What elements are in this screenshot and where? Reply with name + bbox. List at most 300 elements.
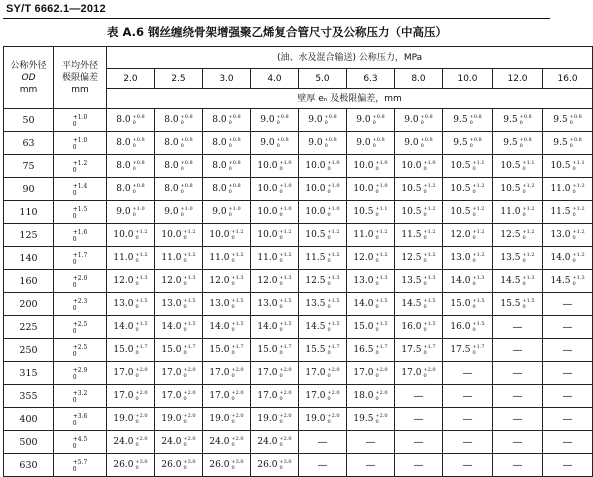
thickness-tolerance — [135, 413, 147, 425]
thickness-value — [305, 390, 339, 402]
wall-thickness: 14.0 — [353, 299, 374, 309]
thickness-tolerance-upper: +1.5 — [135, 298, 148, 304]
thickness-cell — [543, 270, 593, 293]
thickness-tolerance-upper: +0.8 — [228, 114, 241, 120]
thickness-tolerance — [135, 229, 147, 241]
thickness-tolerance-lower: 0 — [180, 212, 184, 218]
od-tolerance-lower: 0 — [72, 121, 77, 128]
thickness-cell — [299, 155, 347, 178]
thickness-cell — [395, 224, 443, 247]
not-applicable-mark: — — [462, 459, 473, 471]
od-tolerance-upper: +1.5 — [72, 206, 88, 213]
thickness-tolerance-upper: +0.8 — [372, 114, 385, 120]
thickness-tolerance-upper: +1.5 — [183, 298, 196, 304]
thickness-value — [161, 252, 195, 264]
thickness-value — [257, 252, 291, 264]
thickness-cell — [251, 109, 299, 132]
thickness-cell — [251, 293, 299, 316]
thickness-tolerance-lower: 0 — [183, 442, 187, 448]
thickness-cell — [493, 155, 543, 178]
not-applicable-mark: — — [512, 413, 523, 425]
table-row — [4, 408, 593, 431]
thickness-tolerance-lower: 0 — [279, 258, 283, 264]
thickness-tolerance — [327, 367, 339, 379]
thickness-value — [113, 344, 147, 356]
thickness-value — [161, 229, 195, 241]
thickness-tolerance-upper: +0.8 — [228, 137, 241, 143]
thickness-value — [209, 459, 243, 471]
od-tolerance-upper: +1.6 — [72, 229, 88, 236]
od-tolerance — [73, 321, 88, 335]
thickness-cell — [107, 362, 155, 385]
thickness-tolerance — [375, 298, 387, 310]
thickness-tolerance — [279, 413, 291, 425]
thickness-value — [305, 229, 339, 241]
thickness-value — [401, 206, 435, 218]
thickness-tolerance-upper: +1.5 — [327, 321, 340, 327]
thickness-tolerance-lower: 0 — [231, 350, 235, 356]
thickness-tolerance-lower: 0 — [132, 143, 136, 149]
od-tolerance-lower: 0 — [72, 282, 77, 289]
thickness-tolerance-lower: 0 — [231, 327, 235, 333]
thickness-cell — [251, 132, 299, 155]
thickness-value — [401, 367, 435, 379]
od-tolerance — [73, 275, 88, 289]
thickness-cell — [155, 316, 203, 339]
wall-thickness: 11.5 — [550, 207, 571, 217]
wall-thickness: 10.5 — [305, 230, 326, 240]
thickness-tolerance-lower: 0 — [135, 465, 139, 471]
table-row — [4, 109, 593, 132]
thickness-value — [450, 183, 484, 195]
od-cell: 225 — [4, 316, 54, 339]
thickness-tolerance-lower: 0 — [279, 350, 283, 356]
od-tolerance — [73, 344, 88, 358]
wall-thickness: 15.5 — [305, 345, 326, 355]
wall-thickness: 15.0 — [257, 345, 278, 355]
thickness-value — [450, 160, 484, 172]
thickness-tolerance-upper: +1.0 — [327, 183, 340, 189]
od-tolerance-lower: 0 — [72, 213, 77, 220]
thickness-cell — [251, 362, 299, 385]
thickness-value — [209, 413, 243, 425]
thickness-tolerance-upper: +0.8 — [228, 183, 241, 189]
thickness-tolerance-lower: 0 — [327, 258, 331, 264]
thickness-tolerance — [183, 298, 195, 310]
thickness-tolerance — [231, 344, 243, 356]
thickness-value — [209, 367, 243, 379]
not-applicable-mark: — — [512, 344, 523, 356]
thickness-cell — [347, 431, 395, 454]
od-cell: 315 — [4, 362, 54, 385]
thickness-value — [212, 206, 240, 218]
thickness-tolerance-upper: +1.2 — [572, 229, 585, 235]
pressure-header-cell: 8.0 — [395, 69, 443, 89]
thickness-tolerance — [375, 321, 387, 333]
thickness-tolerance — [231, 413, 243, 425]
thickness-tolerance-lower: 0 — [375, 281, 379, 287]
thickness-tolerance — [183, 275, 195, 287]
thickness-value — [113, 459, 147, 471]
thickness-tolerance-lower: 0 — [375, 189, 379, 195]
not-applicable-mark: — — [413, 390, 424, 402]
od-tolerance — [73, 114, 88, 128]
wall-thickness: 17.0 — [353, 368, 374, 378]
thickness-tolerance-upper: +1.0 — [228, 206, 241, 212]
thickness-value — [550, 206, 584, 218]
thickness-cell — [395, 339, 443, 362]
not-applicable-mark: — — [562, 390, 573, 402]
thickness-tolerance-lower: 0 — [228, 189, 232, 195]
thickness-cell — [251, 431, 299, 454]
thickness-tolerance-lower: 0 — [327, 350, 331, 356]
thickness-tolerance-upper: +1.5 — [135, 321, 148, 327]
thickness-value — [305, 367, 339, 379]
mean-od-tolerance-cell — [54, 408, 107, 431]
wall-thickness: 9.0 — [356, 115, 371, 125]
thickness-value — [209, 390, 243, 402]
wall-thickness: 9.0 — [404, 138, 419, 148]
od-tolerance-upper: +2.5 — [72, 344, 88, 351]
thickness-value — [404, 137, 432, 149]
thickness-tolerance-upper: +1.2 — [423, 229, 436, 235]
od-tolerance-upper: +5.7 — [72, 459, 88, 466]
thickness-tolerance-lower: 0 — [420, 143, 424, 149]
thickness-cell — [543, 201, 593, 224]
thickness-cell — [155, 385, 203, 408]
thickness-tolerance-lower: 0 — [375, 419, 379, 425]
wall-thickness: 10.5 — [550, 161, 571, 171]
thickness-tolerance-upper: +1.1 — [375, 206, 388, 212]
thickness-tolerance-upper: +2.0 — [135, 436, 148, 442]
wall-thickness: 19.0 — [161, 414, 182, 424]
wall-thickness: 17.0 — [161, 391, 182, 401]
thickness-cell — [347, 224, 395, 247]
thickness-tolerance-lower: 0 — [327, 396, 331, 402]
thickness-tolerance-lower: 0 — [279, 327, 283, 333]
thickness-cell — [203, 155, 251, 178]
wall-thickness: 11.0 — [500, 207, 521, 217]
thickness-value — [305, 321, 339, 333]
od-tolerance-upper: +1.4 — [72, 183, 88, 190]
thickness-value — [164, 206, 192, 218]
thickness-value — [453, 137, 481, 149]
thickness-tolerance-lower: 0 — [279, 419, 283, 425]
thickness-cell — [493, 178, 543, 201]
thickness-tolerance — [472, 275, 484, 287]
thickness-tolerance — [327, 413, 339, 425]
thickness-cell — [395, 293, 443, 316]
thickness-value — [116, 206, 144, 218]
thickness-tolerance-upper: +1.5 — [231, 321, 244, 327]
thickness-cell — [203, 270, 251, 293]
thickness-value — [450, 206, 484, 218]
wall-thickness: 14.0 — [257, 322, 278, 332]
thickness-cell — [107, 431, 155, 454]
thickness-cell — [493, 362, 543, 385]
thickness-tolerance-lower: 0 — [183, 396, 187, 402]
thickness-tolerance — [327, 390, 339, 402]
thickness-tolerance — [279, 321, 291, 333]
thickness-value — [305, 413, 339, 425]
not-applicable-mark: — — [413, 459, 424, 471]
wall-thickness: 18.0 — [353, 391, 374, 401]
thickness-tolerance — [472, 160, 484, 172]
od-cell: 110 — [4, 201, 54, 224]
thickness-value — [550, 229, 584, 241]
thickness-tolerance-lower: 0 — [522, 166, 526, 172]
wall-thickness: 12.5 — [500, 230, 521, 240]
wall-thickness: 13.0 — [257, 299, 278, 309]
thickness-tolerance — [570, 137, 582, 149]
thickness-tolerance — [279, 390, 291, 402]
thickness-tolerance-upper: +2.0 — [327, 367, 340, 373]
thickness-tolerance — [133, 206, 145, 218]
od-cell: 63 — [4, 132, 54, 155]
thickness-cell — [493, 224, 543, 247]
od-tolerance — [73, 298, 88, 312]
mean-od-tolerance-cell — [54, 454, 107, 477]
thickness-cell — [299, 362, 347, 385]
wall-thickness: 8.0 — [116, 138, 131, 148]
thickness-tolerance-lower: 0 — [522, 281, 526, 287]
thickness-value — [260, 137, 288, 149]
thickness-value — [503, 137, 531, 149]
thickness-tolerance — [181, 206, 193, 218]
wall-thickness: 14.0 — [209, 322, 230, 332]
od-tolerance — [73, 137, 88, 151]
thickness-value — [212, 137, 240, 149]
thickness-cell — [155, 224, 203, 247]
mean-od-tolerance-cell — [54, 270, 107, 293]
thickness-tolerance-lower: 0 — [228, 120, 232, 126]
thickness-tolerance-upper: +1.5 — [231, 298, 244, 304]
thickness-cell — [443, 132, 493, 155]
thickness-tolerance-lower: 0 — [327, 304, 331, 310]
thickness-tolerance-upper: +0.8 — [324, 114, 337, 120]
thickness-tolerance-lower: 0 — [231, 396, 235, 402]
thickness-cell — [299, 454, 347, 477]
pressure-header-cell: 2.0 — [107, 69, 155, 89]
wall-thickness: 8.0 — [164, 161, 179, 171]
thickness-tolerance — [135, 344, 147, 356]
thickness-tolerance — [423, 298, 435, 310]
thickness-cell — [395, 431, 443, 454]
thickness-tolerance-upper: +1.0 — [375, 183, 388, 189]
thickness-cell — [107, 201, 155, 224]
thickness-tolerance-lower: 0 — [135, 350, 139, 356]
mean-od-tolerance-cell — [54, 155, 107, 178]
od-tolerance — [73, 206, 88, 220]
thickness-tolerance — [231, 298, 243, 310]
thickness-tolerance — [279, 436, 291, 448]
wall-thickness: 11.5 — [401, 230, 422, 240]
thickness-value — [353, 183, 387, 195]
od-cell: 630 — [4, 454, 54, 477]
thickness-cell — [543, 293, 593, 316]
thickness-tolerance — [423, 206, 435, 218]
od-tolerance-lower: 0 — [72, 259, 77, 266]
thickness-cell — [155, 270, 203, 293]
wall-thickness: 13.0 — [113, 299, 134, 309]
od-header-symbol: OD — [21, 72, 36, 83]
thickness-value — [553, 137, 581, 149]
thickness-tolerance — [375, 413, 387, 425]
thickness-cell — [299, 385, 347, 408]
od-tolerance-lower: 0 — [72, 236, 77, 243]
thickness-tolerance-lower: 0 — [327, 166, 331, 172]
thickness-value — [353, 252, 387, 264]
thickness-value — [353, 413, 387, 425]
thickness-tolerance-lower: 0 — [572, 189, 576, 195]
thickness-tolerance-lower: 0 — [276, 143, 280, 149]
thickness-tolerance-upper: +1.2 — [183, 229, 196, 235]
thickness-tolerance-upper: +1.3 — [423, 275, 436, 281]
thickness-cell — [395, 201, 443, 224]
thickness-tolerance-upper: +0.8 — [519, 114, 532, 120]
wall-thickness: 10.5 — [450, 207, 471, 217]
thickness-cell — [347, 454, 395, 477]
thickness-tolerance-lower: 0 — [183, 304, 187, 310]
thickness-value — [116, 137, 144, 149]
od-cell: 355 — [4, 385, 54, 408]
thickness-tolerance-lower: 0 — [279, 166, 283, 172]
pressure-header-cell: 2.5 — [155, 69, 203, 89]
wall-thickness: 19.0 — [257, 414, 278, 424]
od-tolerance — [73, 229, 88, 243]
thickness-tolerance-lower: 0 — [228, 143, 232, 149]
not-applicable-mark: — — [462, 436, 473, 448]
thickness-value — [212, 160, 240, 172]
thickness-tolerance-lower: 0 — [228, 212, 232, 218]
thickness-tolerance-upper: +0.8 — [180, 160, 193, 166]
thickness-tolerance-upper: +1.0 — [132, 206, 145, 212]
thickness-tolerance-upper: +2.0 — [231, 413, 244, 419]
thickness-cell — [395, 109, 443, 132]
thickness-cell — [347, 339, 395, 362]
thickness-cell — [251, 224, 299, 247]
thickness-tolerance-lower: 0 — [423, 258, 427, 264]
mean-od-tolerance-cell — [54, 431, 107, 454]
thickness-cell — [395, 247, 443, 270]
wall-thickness: 10.5 — [353, 207, 374, 217]
not-applicable-mark: — — [462, 413, 473, 425]
thickness-cell — [251, 178, 299, 201]
thickness-value — [116, 183, 144, 195]
thickness-value — [161, 367, 195, 379]
thickness-tolerance — [277, 137, 289, 149]
thickness-tolerance-lower: 0 — [135, 442, 139, 448]
thickness-cell — [347, 316, 395, 339]
thickness-tolerance — [375, 275, 387, 287]
thickness-tolerance-lower: 0 — [135, 281, 139, 287]
thickness-value — [257, 413, 291, 425]
thickness-value — [209, 252, 243, 264]
wall-thickness: 9.5 — [503, 138, 518, 148]
thickness-tolerance-lower: 0 — [375, 373, 379, 379]
thickness-value — [450, 229, 484, 241]
wall-thickness: 9.0 — [404, 115, 419, 125]
thickness-tolerance-lower: 0 — [375, 212, 379, 218]
wall-thickness: 12.0 — [257, 276, 278, 286]
wall-thickness: 10.0 — [113, 230, 134, 240]
thickness-tolerance-lower: 0 — [472, 212, 476, 218]
table-row — [4, 224, 593, 247]
wall-thickness: 10.0 — [257, 184, 278, 194]
thickness-value — [113, 298, 147, 310]
thickness-value — [113, 321, 147, 333]
thickness-cell — [443, 270, 493, 293]
thickness-tolerance-upper: +3.0 — [135, 459, 148, 465]
pressure-header-cell: 6.3 — [347, 69, 395, 89]
thickness-cell — [203, 454, 251, 477]
thickness-tolerance-lower: 0 — [180, 166, 184, 172]
thickness-tolerance — [277, 114, 289, 126]
thickness-tolerance — [522, 298, 534, 310]
thickness-tolerance-upper: +1.5 — [423, 321, 436, 327]
table-row — [4, 132, 593, 155]
thickness-cell — [543, 178, 593, 201]
thickness-tolerance — [522, 229, 534, 241]
thickness-value — [209, 275, 243, 287]
thickness-tolerance-upper: +1.5 — [375, 298, 388, 304]
thickness-tolerance-lower: 0 — [132, 189, 136, 195]
wall-thickness: 16.0 — [401, 322, 422, 332]
table-row — [4, 201, 593, 224]
thickness-tolerance-lower: 0 — [472, 189, 476, 195]
thickness-tolerance — [133, 114, 145, 126]
thickness-value — [500, 229, 534, 241]
thickness-cell — [107, 224, 155, 247]
mean-od-tolerance-cell — [54, 293, 107, 316]
thickness-value — [500, 183, 534, 195]
thickness-tolerance-lower: 0 — [231, 373, 235, 379]
od-tolerance — [73, 183, 88, 197]
thickness-tolerance-lower: 0 — [572, 212, 576, 218]
thickness-tolerance-upper: +2.0 — [279, 390, 292, 396]
thickness-cell — [299, 109, 347, 132]
thickness-value — [113, 275, 147, 287]
table-row — [4, 155, 593, 178]
mean-od-header-label: 平均外径 — [61, 60, 98, 71]
thickness-tolerance-lower: 0 — [183, 235, 187, 241]
thickness-tolerance — [423, 252, 435, 264]
not-applicable-mark: — — [512, 436, 523, 448]
thickness-tolerance — [183, 229, 195, 241]
thickness-cell — [543, 362, 593, 385]
pressure-header-cell: 10.0 — [443, 69, 493, 89]
thickness-tolerance — [279, 206, 291, 218]
thickness-tolerance-upper: +1.2 — [522, 252, 535, 258]
thickness-tolerance-upper: +2.0 — [183, 413, 196, 419]
thickness-value — [257, 367, 291, 379]
thickness-cell — [155, 132, 203, 155]
thickness-tolerance-upper: +1.3 — [522, 275, 535, 281]
thickness-cell — [203, 385, 251, 408]
thickness-tolerance-lower: 0 — [135, 235, 139, 241]
od-tolerance — [73, 160, 88, 174]
thickness-tolerance — [327, 160, 339, 172]
wall-thickness: 10.0 — [353, 161, 374, 171]
thickness-tolerance — [229, 206, 241, 218]
pressure-header-cell: 16.0 — [543, 69, 593, 89]
thickness-cell — [299, 339, 347, 362]
thickness-tolerance-upper: +0.8 — [324, 137, 337, 143]
wall-thickness: 9.0 — [164, 207, 179, 217]
thickness-tolerance-upper: +2.0 — [183, 390, 196, 396]
thickness-value — [161, 275, 195, 287]
thickness-tolerance-lower: 0 — [183, 258, 187, 264]
